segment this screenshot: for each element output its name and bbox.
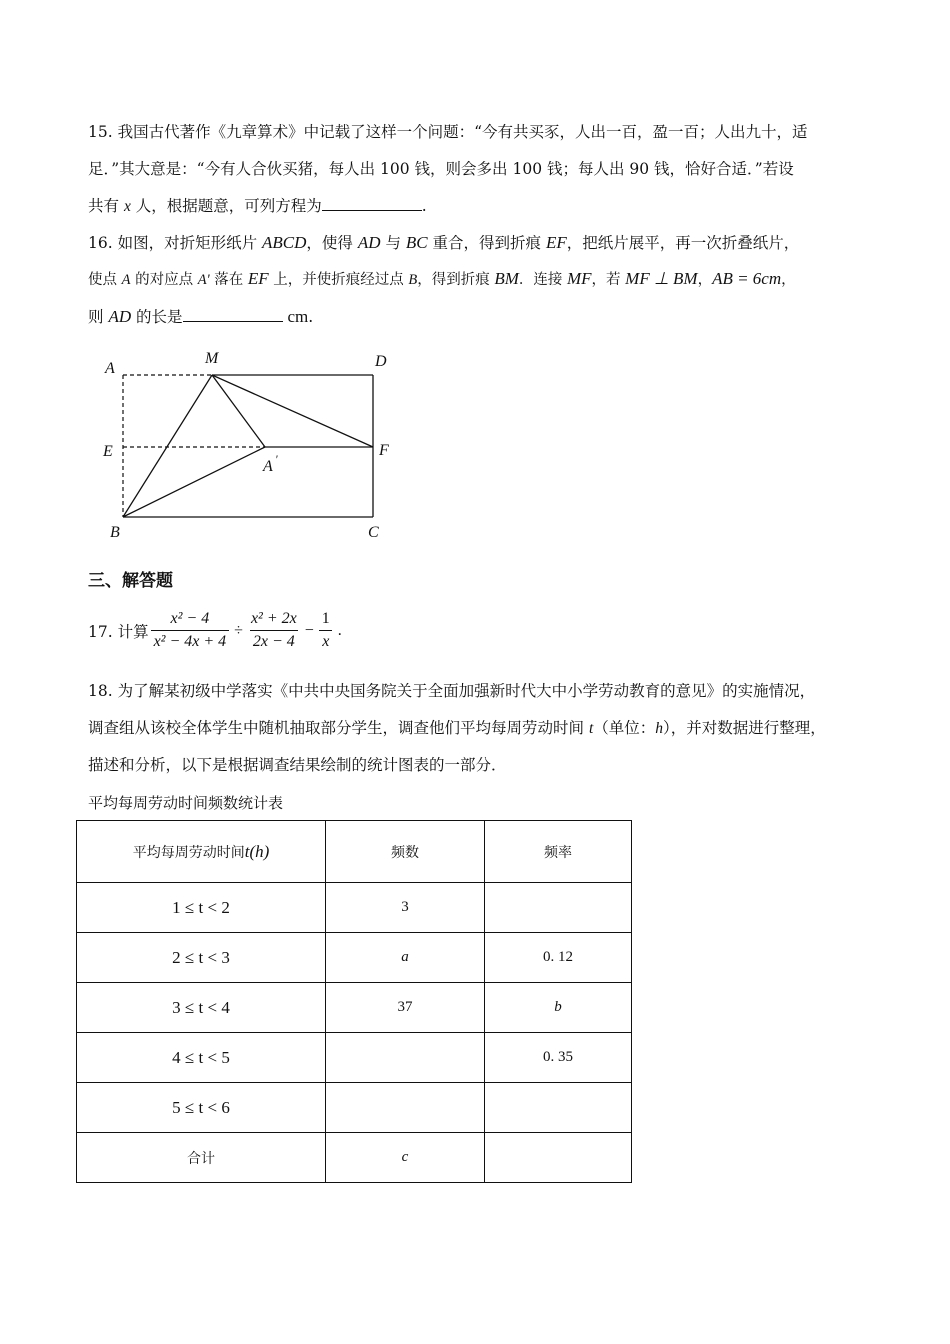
q15-text: 人，根据题意，可列方程为 bbox=[130, 197, 322, 215]
cell-rate bbox=[485, 1083, 632, 1133]
q16-text: 落在 bbox=[209, 272, 248, 288]
q17-prefix: 17. 计算 bbox=[88, 622, 149, 641]
label-E: E bbox=[103, 443, 113, 460]
cell-frequency: c bbox=[326, 1133, 485, 1183]
q16-math: ABCD bbox=[262, 233, 307, 252]
label-F: F bbox=[379, 442, 389, 459]
fraction-3-denominator: x bbox=[319, 630, 332, 653]
q15-line2: 足．”其大意是：“今有人合伙买猪，每人出 100 钱，则会多出 100 钱；每人出 90 钱，恰好合适．”若设 bbox=[88, 160, 794, 178]
fraction-2-denominator: 2x − 4 bbox=[250, 630, 298, 653]
q16-text: 的长是 bbox=[131, 308, 183, 326]
segment-MA bbox=[212, 375, 265, 447]
table-header-row bbox=[77, 821, 632, 883]
header-time bbox=[77, 821, 326, 883]
cell-rate: 0. 12 bbox=[485, 933, 632, 983]
q16-text: ．连接 bbox=[518, 272, 567, 288]
q16-math: AD bbox=[357, 233, 381, 252]
cell-total-label: 合计 bbox=[77, 1133, 326, 1183]
q16-text: ，把纸片展平，再一次折叠纸片， bbox=[566, 234, 800, 252]
q16-text: 16. 如图，对折矩形纸片 bbox=[88, 234, 263, 252]
q15-period: . bbox=[421, 197, 427, 215]
q16-text: 上，并使折痕经过点 bbox=[268, 272, 409, 288]
label-prime-mark: ' bbox=[275, 452, 278, 466]
divide-sign: ÷ bbox=[234, 621, 243, 639]
cell-range: 2 ≤ t < 3 bbox=[77, 933, 326, 983]
q16-text: 使点 bbox=[88, 272, 122, 288]
q18-text: ），并对数据进行整理， bbox=[663, 719, 826, 737]
q18-line1: 18. 为了解某初级中学落实《中共中央国务院关于全面加强新时代大中小学劳动教育的意见》的实施情况， bbox=[88, 682, 816, 700]
table-row bbox=[77, 983, 632, 1033]
q18-text: 调查组从该校全体学生中随机抽取部分学生，调查他们平均每周劳动时间 bbox=[88, 719, 589, 737]
q16-math: MF ⊥ BM bbox=[625, 269, 698, 288]
rectangle-fold-figure bbox=[95, 345, 415, 545]
q16-math: A' bbox=[197, 272, 210, 288]
q16-math: BC bbox=[405, 233, 428, 252]
cell-frequency bbox=[326, 1083, 485, 1133]
table-row bbox=[77, 933, 632, 983]
q16-text: ， bbox=[697, 272, 713, 288]
q16-math: EF bbox=[247, 269, 269, 288]
q18-unit-h: h bbox=[655, 720, 664, 737]
q16-line1 bbox=[88, 231, 799, 253]
segment-MF bbox=[212, 375, 373, 447]
q15-variable: x bbox=[123, 198, 131, 215]
fraction-3-numerator: 1 bbox=[321, 610, 330, 627]
frequency-table bbox=[76, 820, 632, 1183]
q18-line2 bbox=[88, 716, 826, 738]
fraction-1-numerator: x² − 4 bbox=[170, 610, 210, 627]
label-B: B bbox=[110, 524, 120, 541]
header-time-label: 平均每周劳动时间 bbox=[132, 844, 245, 861]
cell-range: 5 ≤ t < 6 bbox=[77, 1083, 326, 1133]
q16-line3 bbox=[88, 305, 313, 327]
q16-text: ，若 bbox=[591, 272, 626, 288]
q15-text: 共有 bbox=[88, 197, 120, 215]
q16-math: AB = 6cm bbox=[712, 269, 782, 288]
table-row bbox=[77, 1083, 632, 1133]
minus-sign: − bbox=[304, 621, 314, 639]
q16-math: AD bbox=[108, 307, 132, 326]
q16-line2 bbox=[88, 268, 796, 289]
q15-line3 bbox=[88, 194, 427, 216]
cell-rate: 0. 35 bbox=[485, 1033, 632, 1083]
q16-text: ， bbox=[781, 272, 796, 288]
header-rate: 频率 bbox=[485, 821, 632, 883]
table-total-row bbox=[77, 1133, 632, 1183]
q16-answer-blank bbox=[183, 321, 283, 322]
q17-period: . bbox=[337, 621, 342, 639]
q16-text: 则 bbox=[88, 308, 109, 326]
q16-text: ，得到折痕 bbox=[417, 272, 495, 288]
q16-math: A bbox=[121, 272, 131, 288]
q16-math: B bbox=[408, 272, 418, 288]
q16-math: BM bbox=[494, 269, 519, 288]
q16-math: EF bbox=[545, 233, 567, 252]
cell-frequency bbox=[326, 1033, 485, 1083]
label-C: C bbox=[368, 524, 379, 541]
q16-text: 重合，得到折痕 bbox=[427, 234, 546, 252]
label-D: D bbox=[375, 353, 387, 370]
cell-rate: b bbox=[485, 983, 632, 1033]
header-time-var: t(h) bbox=[244, 841, 270, 861]
cell-range: 4 ≤ t < 5 bbox=[77, 1033, 326, 1083]
q16-period: . bbox=[308, 308, 314, 326]
q18-line3: 描述和分析，以下是根据调查结果绘制的统计图表的一部分． bbox=[88, 756, 507, 774]
cell-frequency: a bbox=[326, 933, 485, 983]
label-A-prime: A bbox=[263, 458, 273, 475]
q16-text: 的对应点 bbox=[130, 272, 198, 288]
cell-frequency: 37 bbox=[326, 983, 485, 1033]
fraction-1-denominator: x² − 4x + 4 bbox=[151, 630, 230, 653]
label-A: A bbox=[105, 360, 115, 377]
fraction-2-numerator: x² + 2x bbox=[250, 610, 297, 627]
q16-math: MF bbox=[567, 269, 592, 288]
q15-answer-blank bbox=[322, 210, 422, 211]
q18-text: （单位： bbox=[593, 719, 656, 737]
label-M: M bbox=[205, 350, 219, 367]
q15-line1: 15. 我国古代著作《九章算术》中记载了这样一个问题：“今有共买豕，人出一百，盈一百；人出九十，适 bbox=[88, 123, 808, 141]
cell-range: 1 ≤ t < 2 bbox=[77, 883, 326, 933]
q17-line bbox=[88, 608, 345, 653]
cell-rate bbox=[485, 1133, 632, 1183]
q18-variable-t: t bbox=[588, 720, 594, 737]
fraction-2 bbox=[248, 608, 300, 653]
section-title: 三、解答题 bbox=[88, 571, 173, 591]
table-row bbox=[77, 1033, 632, 1083]
table-row bbox=[77, 883, 632, 933]
q16-text: 与 bbox=[380, 234, 406, 252]
q16-text: ，使得 bbox=[306, 234, 358, 252]
fraction-1 bbox=[151, 608, 230, 653]
fraction-3 bbox=[319, 608, 333, 653]
table-caption: 平均每周劳动时间频数统计表 bbox=[88, 794, 284, 812]
q16-unit: cm bbox=[287, 307, 309, 326]
cell-frequency: 3 bbox=[326, 883, 485, 933]
cell-range: 3 ≤ t < 4 bbox=[77, 983, 326, 1033]
cell-rate bbox=[485, 883, 632, 933]
header-frequency: 频数 bbox=[326, 821, 485, 883]
